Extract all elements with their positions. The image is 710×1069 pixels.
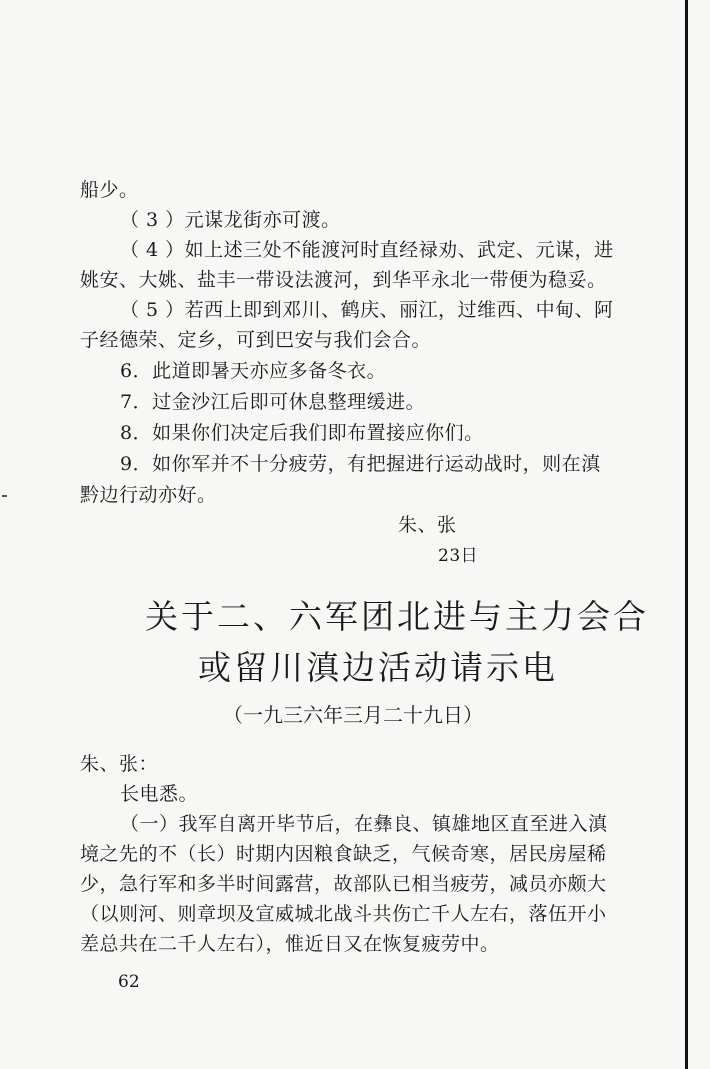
text-line-8: 7．过金沙江后即可休息整理缓进。: [120, 391, 426, 413]
text-line-2: （ 3 ）元谋龙街亦可渡。: [120, 209, 341, 231]
text-line-7: 6．此道即暑天亦应多备冬衣。: [120, 360, 387, 382]
telegram-title-line-1: 关于二、六军团北进与主力会合: [145, 597, 649, 636]
page-number: 62: [118, 972, 140, 992]
body-line-3: （一）我军自离开毕节后，在彝良、镇雄地区直至进入滇: [120, 813, 608, 835]
text-line-11: 黔边行动亦好。: [80, 484, 217, 506]
text-line-6: 子经德荣、定乡，可到巴安与我们会合。: [80, 329, 432, 351]
text-line-5: （ 5 ）若西上即到邓川、鹤庆、丽江，过维西、中甸、阿: [120, 299, 614, 321]
signature-date: 23日: [438, 546, 479, 566]
text-line-9: 8．如果你们决定后我们即布置接应你们。: [120, 422, 484, 444]
text-line-4: 姚安、大姚、盐丰一带设法渡河，到华平永北一带便为稳妥。: [80, 269, 607, 291]
signature: 朱、张: [398, 514, 457, 536]
body-line-2: 长电悉。: [120, 783, 199, 805]
body-line-1: 朱、张：: [80, 753, 159, 775]
body-line-4: 境之先的不（长）时期内因粮食缺乏，气候奇寒，居民房屋稀: [80, 843, 607, 865]
text-line-1: 船少。: [80, 179, 139, 201]
text-line-3: （ 4 ）如上述三处不能渡河时直经禄劝、武定、元谋，进: [120, 239, 614, 261]
binding-edge: [685, 0, 688, 1069]
body-line-7: 差总共在二千人左右），惟近日又在恢复疲劳中。: [80, 933, 500, 955]
scan-mark: [2, 495, 7, 497]
telegram-date: （一九三六年三月二十九日）: [223, 703, 483, 727]
body-line-5: 少，急行军和多半时间露营，故部队已相当疲劳，减员亦颇大: [80, 873, 607, 895]
text-line-10: 9．如你军并不十分疲劳，有把握进行运动战时，则在滇: [120, 453, 601, 475]
telegram-title-line-2: 或留川滇边活动请示电: [198, 648, 558, 687]
body-line-6: （以则河、则章坝及宣威城北战斗共伤亡千人左右，落伍开小: [80, 903, 607, 925]
